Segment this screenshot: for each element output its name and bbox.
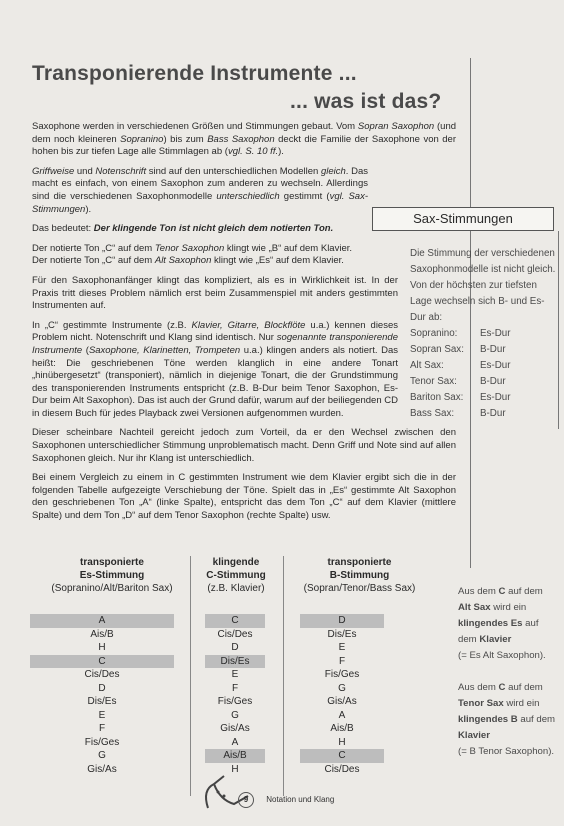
mood-key: Es-Dur	[480, 392, 511, 403]
notes-column-c	[205, 614, 265, 776]
moods-list	[410, 326, 558, 422]
mood-key: Es-Dur	[480, 328, 511, 339]
note-cell: Gis/As	[327, 696, 357, 707]
note-cell: Fis/Ges	[217, 696, 253, 707]
paragraph-c-instruments: In „C“ gestimmte Instrumente (z.B. Klavier, Gitarre, Blockflöte u.a.) kennen dieses Problem nicht. Notenschrift und Klang sind identisch. Nur sogenannte transponierende Instrumente (Saxophone, Klarinetten, Trompeten u.a.) klingen anders als notiert. Das heißt: Die geschriebenen Töne werden klanglich in eine andere Tonart „hinübergesetzt“ (transponiert), nämlich in diejenige Tonart, die der Grundstimmung des transponierenden Instruments entspricht (z.B. B-Dur beim Tenor Saxophon, Es-Dur beim Alt Saxophon). Das ist auch der Grund dafür, warum auf der beiliegenden CD in diesem Buch für jedes Playback zwei Versionen aufgenommen wurden.	[32, 319, 399, 419]
note-cell: H	[338, 736, 346, 748]
page-number: 9	[238, 792, 254, 808]
note-cell: H	[98, 642, 106, 653]
mood-key: Es-Dur	[480, 360, 511, 371]
note-cell: Cis/Des	[84, 669, 120, 680]
note-cell: Dis/Es	[87, 696, 117, 707]
paragraph-fingering: Griffweise und Notenschrift sind auf den unterschiedlichen Modellen gleich. Das macht es einfach, von einem Saxophon zum anderen zu wechseln. Allerdings sind die verschiedenen Saxophonmodelle unterschiedlich gestimmt (vgl. Sax-Stimmungen).	[32, 165, 369, 215]
footer-section: Notation und Klang	[266, 795, 335, 804]
paragraph-beginner: Für den Saxophonanfänger klingt das kompliziert, als es in Wirklichkeit ist. In der Praxis tritt dieses Problem nämlich erst beim Zusammenspiel mit anders gestimmten Instrumenten auf.	[32, 274, 398, 312]
note-cell: Fis/Ges	[84, 736, 120, 748]
notes-column-b	[300, 614, 384, 776]
note-cell: Fis/Ges	[324, 669, 360, 680]
page-title-line2: ... was ist das?	[290, 90, 442, 113]
note-cell: Dis/Es	[205, 655, 265, 669]
note-cell: Gis/As	[220, 723, 250, 734]
note-cell: G	[338, 682, 346, 694]
note-cell: C	[30, 655, 174, 669]
side-note-tenor: Aus dem C auf dem Tenor Sax wird ein klingendes B auf dem Klavier (= B Tenor Saxophon).	[458, 682, 556, 757]
note-cell: C	[205, 614, 265, 628]
mood-row	[410, 374, 558, 390]
page-title-line1: Transponierende Instrumente ...	[32, 62, 357, 85]
note-cell: G	[98, 750, 106, 761]
note-cell: D	[300, 614, 384, 628]
mood-instrument: Bass Sax:	[410, 408, 455, 419]
column-divider	[190, 556, 191, 796]
note-cell: D	[98, 682, 106, 694]
paragraph-example: Der notierte Ton „C“ auf dem Tenor Saxophon klingt wie „B“ auf dem Klavier. Der notierte Ton „C“ auf dem Alt Saxophon klingt wie „Es“ auf dem Klavier.	[32, 242, 353, 267]
mood-row	[410, 326, 558, 342]
column-head-es: transponierte Es-Stimmung (Sopranino/Alt/Bariton Sax)	[51, 557, 173, 594]
mood-instrument: Alt Sax:	[410, 360, 444, 371]
column-divider	[283, 556, 284, 796]
mood-key: B-Dur	[480, 344, 506, 355]
mood-key: B-Dur	[480, 408, 506, 419]
note-cell: E	[338, 642, 346, 653]
note-cell: E	[231, 669, 239, 680]
mood-instrument: Tenor Sax:	[410, 376, 457, 387]
sidebox-text	[410, 246, 558, 422]
note-cell: A	[30, 614, 174, 628]
note-cell: A	[338, 709, 346, 721]
sidebox-heading: Sax-Stimmungen	[372, 207, 554, 231]
note-cell: Cis/Des	[217, 628, 253, 640]
side-note-alt: Aus dem C auf dem Alt Sax wird ein klingendes Es auf dem Klavier (= Es Alt Saxophon).	[458, 586, 546, 661]
mood-row	[410, 358, 558, 374]
paragraph-intro: Saxophone werden in verschiedenen Größen und Stimmungen gebaut. Vom Sopran Saxophon (und dem noch kleineren Sopranino) bis zum Bass Saxophon deckt die Familie der Saxophone von der hohen bis zur tiefen Lage alle Stimmlagen ab (vgl. S. 10 ff.).	[32, 121, 457, 158]
note-cell: F	[338, 655, 346, 667]
note-cell: F	[98, 723, 106, 734]
note-cell: F	[231, 682, 239, 694]
note-cell: Gis/As	[87, 763, 117, 775]
column-head-c: klingende C-Stimmung (z.B. Klavier)	[206, 557, 266, 594]
mood-instrument: Sopran Sax:	[410, 344, 464, 355]
note-cell: Dis/Es	[327, 628, 357, 640]
paragraph-meaning: Das bedeutet: Der klingende Ton ist nicht gleich dem notierten Ton.	[32, 223, 334, 235]
column-head-b: transponierte B-Stimmung (Sopran/Tenor/Bass Sax)	[303, 557, 416, 594]
mood-instrument: Sopranino:	[410, 328, 458, 339]
note-cell: Ais/B	[90, 628, 114, 640]
note-cell: H	[231, 763, 239, 775]
notes-column-es	[30, 614, 174, 776]
mood-instrument: Bariton Sax:	[410, 392, 464, 403]
paragraph-comparison: Bei einem Vergleich zu einem in C gestimmten Instrument wie dem Klavier ergibt sich die in der folgenden Tabelle aufgezeigte Verschiebung der Töne. Spielt das in „Es“ gestimmte Alt Saxophon den geschriebenen Ton „A“ (linke Spalte), entspricht das dem Ton „C“ auf dem Klavier (mittlere Spalte) und dem Ton „D“ auf dem Tenor Saxophon (rechte Spalte) usw.	[32, 472, 456, 522]
footer	[238, 792, 334, 808]
sidebox-rule	[558, 231, 559, 429]
mood-row	[410, 390, 558, 406]
note-cell: C	[300, 749, 384, 763]
note-cell: Ais/B	[205, 749, 265, 763]
note-cell: A	[231, 736, 239, 748]
mood-row	[410, 406, 558, 422]
mood-key: B-Dur	[480, 376, 506, 387]
paragraph-advantage: Dieser scheinbare Nachteil gereicht jedoch zum Vorteil, da er den Wechsel zwischen den Saxophonen unterschiedlicher Stimmung unproblematisch macht. Denn Griff und Note sind auf allen Saxophonen gleich. Nur ihr Klang ist unterschiedlich.	[32, 427, 456, 464]
sidebox-intro: Die Stimmung der verschiedenen Saxophonmodelle ist nicht gleich. Von der höchsten zur tiefsten Lage wechseln sich B- und Es-Dur ab:	[410, 248, 556, 323]
mood-row	[410, 342, 558, 358]
note-cell: Cis/Des	[324, 763, 360, 775]
note-cell: Ais/B	[330, 723, 354, 734]
note-cell: E	[98, 709, 106, 721]
body-text	[32, 121, 456, 523]
note-cell: G	[231, 709, 239, 721]
note-cell: D	[231, 642, 239, 653]
